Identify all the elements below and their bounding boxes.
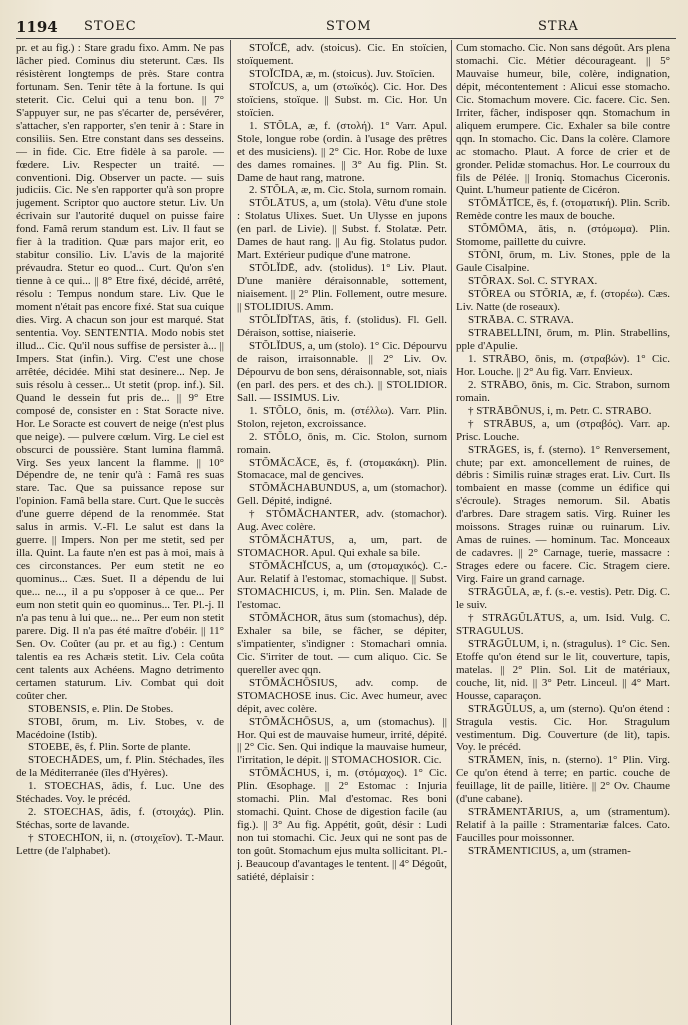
dictionary-entry: STŎLĬDĬTAS, ātis, f. (stolidus). Fl. Gell. Déraison, sottise, niaiserie.	[237, 314, 447, 339]
dictionary-entry: † STRĀBŌNUS, i, m. Petr. C. STRABO.	[468, 404, 652, 417]
dictionary-entry: STOĬCĒ, adv. (stoicus). Cic. En stoïcien, stoïquement.	[237, 42, 447, 67]
dictionary-entry: STRĀGES, is, f. (sterno). 1° Renversement, chute; par ext. amoncellement de ruines, de débris : Similis ruinæ strages erat. Liv. Curt. Ils tombaient en masse (comme un édifice qui s'écroule). Strages nemorum. Sil. Abatis d'arbres. Dare stragem satis. Virg. Ruiner les moissons. Strages ruinæ ou ruinarum. Liv. Amas de ruines. — hominum. Tac. Monceaux de cadavres. || 2° Carnage, tuerie, massacre : Strages edere ou facere. Cic. Stragem ciere. Virg. Faire un grand carnage.	[456, 443, 670, 586]
dictionary-entry: STŎMĂTĪCE, ēs, f. (στοματική). Plin. Scrib. Remède contre les maux de bouche.	[456, 197, 670, 223]
column-center	[237, 42, 447, 1025]
dictionary-entry: STOBI, ōrum, m. Liv. Stobes, v. de Macédoine (Istib).	[16, 715, 224, 741]
dictionary-entry: STŎMĂCĂCE, ēs, f. (στομακάκη). Plin. Stomacace, mal de gencives.	[237, 456, 447, 482]
right-guide-word: STRA	[538, 19, 579, 34]
dictionary-entry: 2. STŎLO, ōnis, m. Cic. Stolon, surnom romain.	[237, 430, 447, 456]
dictionary-entry: STRABELLĪNI, ōrum, m. Plin. Strabellins, pple d'Apulie.	[456, 326, 670, 352]
dictionary-entry: STOĬCĪDA, æ, m. (stoicus). Juv. Stoïcien.	[249, 67, 435, 80]
header-rule	[16, 38, 676, 39]
dictionary-entry: STRĀBA. C. STRAVA.	[468, 314, 574, 327]
dictionary-entry: STRĀGŬLUS, a, um (sterno). Qu'on étend : Stragula vestis. Cic. Hor. Stragulum vestimentum. Dig. Couverture (de lit), tapis. Voy. le précéd.	[456, 702, 670, 754]
dictionary-entry: STŎRAX. Sol. C. STYRAX.	[468, 275, 598, 288]
dictionary-entry: 1. STŎLA, æ, f. (στολή). 1° Varr. Apul. Stole, longue robe (ordin. à l'usage des prêtres et des musiciens). || 2° Cic. Hor. Robe de luxe des dames romaines. || 3° Au fig. Plin. St. Dame de haut rang, matrone.	[237, 119, 447, 184]
dictionary-entry: STRĀGŬLUM, i, n. (stragulus). 1° Cic. Sen. Etoffe qu'on étend sur le lit, couverture, tapis, matelas. || 2° Plin. Sol. Lit de matériaux, couche, lit, nid. || 3° Petr. Linceul. || 4° Mart. Housse, caparaçon.	[456, 637, 670, 702]
running-header	[0, 14, 688, 40]
dictionary-entry: † STRĀGŬLĀTUS, a, um. Isid. Vulg. C. STRAGULUS.	[456, 611, 670, 637]
dictionary-entry: 1. STRĀBO, ōnis, m. (στραβών). 1° Cic. Hor. Louche. || 2° Au fig. Varr. Envieux.	[456, 352, 670, 378]
page-number: 1194	[16, 18, 58, 36]
dictionary-entry: Cum stomacho. Cic. Non sans dégoût. Ars plena stomachi. Cic. Métier décourageant. || 5° Mauvaise humeur, bile, colère, indignation, dépit, mécontentement : Alicui esse stomacho. Cic. Stomachum movere. Cic. facere. Cic. Sen. Irriter, fâcher, indisposer qqn. Stomachum in aliquem erumpere. Cic. Exhaler sa bile contre qqn. In stomacho. Cic. Dans la colère. Clamore ac stomacho. Plaut. A force de crier et de gronder. Pelidæ stomachus. Hor. Le courroux du fils de Pélée. || Ironiq. Stomachus Ciceronis. Quint. L'humeur patiente de Cicéron.	[456, 42, 670, 197]
left-guide-word: STOEC	[84, 19, 137, 34]
dictionary-entry: 2. STOECHAS, ădis, f. (στοιχάς). Plin. Stéchas, sorte de lavande.	[16, 806, 224, 832]
dictionary-entry: STŎNI, ōrum, m. Liv. Stones, pple de la Gaule Cisalpine.	[456, 249, 670, 275]
dictionary-entry: STŎREA ou STŎRIA, æ, f. (στορέω). Cæs. Liv. Natte (de roseaux).	[456, 288, 670, 314]
column-divider	[230, 40, 231, 1025]
dictionary-entry: † STRĀBUS, a, um (στραβός). Varr. ap. Prisc. Louche.	[456, 417, 670, 443]
dictionary-entry: STŎMĂCHOR, ātus sum (stomachus), dép. Exhaler sa bile, se fâcher, se dépiter, s'impatienter, s'indigner : Stomachari omnia. Cic. S'irriter de tout. — cum aliquo. Cic. Se quereller avec qqn.	[237, 611, 447, 676]
dictionary-entry: STOECHĀDES, um, f. Plin. Stéchades, îles de la Méditerranée (îles d'Hyères).	[16, 754, 224, 780]
column-left	[16, 42, 224, 1025]
dictionary-entry: STŎMŌMA, ătis, n. (στόμωμα). Plin. Stomome, paillette du cuivre.	[456, 223, 670, 249]
dictionary-entry: pr. et au fig.) : Stare gradu fixo. Amm. Ne pas lâcher pied. Cominus diu steterunt. Cæs. Ils résistèrent longtemps de près. Stare contra fortunam. Sen. Tenir tête à la fortune. Is qui steterit. Cic. Celui qui a tenu bon. || 7° S'appuyer sur, ne pas s'écarter de, persévérer, s'attacher, s'en rapporter, s'en tenir à : Stare in consiliis. Sen. Etre constant dans ses desseins. — in fide. Cic. Etre fidèle à sa parole. — fœdere. Liv. Respecter un traité. — conventioni. Dig. Observer un pacte. — suis judiciis. Cic. Ne s'en rapporter qu'à son propre jugement. Scriptor quo auctore stetur. Liv. Un écrivain sur l'autorité duquel on puisse faire fond. Famâ rerum standum est. Liv. Il faut se fier à la tradition. Quæ pars major erit, eo stabitur consilio. Liv. L'avis de la majorité prévaudra. Stetur eo quod... Curt. Qu'on s'en tienne à ce qui... || 8° Etre fixé, décidé, arrêté, résolu : Tempus nondum stare. Liv. Que le moment n'était pas encore fixé. Stat sua cuique dies. Virg. A chacun son jour est marqué. Stat sententia. Voy. SENTENTIA. Modo nobis stet illud... Cic. Qu'il nous suffise de persister à... || Impers. Stat (infin.). Virg. C'est une chose arrêtée, décidée. Mihi stat desinere... Nep. Je suis résolu à cesser... Ut stetit (prop. inf.). Sil. Quand le dessein fut pris de... || 9° Etre composé de, consister en : Stat Soracte nive. Hor. Le Soracte est couvert de neige (n'est plus que neige). — pulvere cœlum. Virg. Le ciel est obscurci de poussière. Stant lumina flammâ. Virg. Ses yeux lancent la flamme. || 10° Dépendre de, ne tenir qu'à : Famâ res suas stare. Tac. Que sa puissance repose sur l'opinion. Famâ bella stare. Curt. Que le succès d'une guerre dépend de la renommée. Stat salus in armis. V.-Fl. Le salut est dans la guerre. || Impers. Non per me stetit, sed per illa. Quint. La faute n'en est pas à moi, mais à ces circonstances. Per eum stetit ne eo quominus... Cæs. Suet. Il a dépendu de lui que... ne..., il a pu s'opposer à ce que... Per eum non stetit quin eo quominus... Ter. Pl.-j. Il n'a pas tenu à lui que... ne... Per eum non stetit parere. Dig. Il n'a pas été maître d'obéir. || 11° Sen. Ov. Coûter (au pr. et au fig.) : Centum talentis ea res Achæis stetit. Liv. Cela coûta cent talents aux Achéens. Magno detrimento certamen staturum. Liv. Combat qui doit coûter cher.	[16, 42, 224, 702]
dictionary-entry: STRĀMEN, ĭnis, n. (sterno). 1° Plin. Virg. Ce qu'on étend à terre; en partic. couche de feuillage, lit de paille, litière. || 2° Ov. Chaume (d'une cabane).	[456, 754, 670, 806]
dictionary-entry: STŎLĬDUS, a, um (stolo). 1° Cic. Dépourvu de raison, irraisonnable. || 2° Liv. Ov. Dépourvu de bon sens, déraisonnable, sot, niais (en parl. des pers. et des ch.). || STOLIDIOR. Sall. — ISSIMUS. Liv.	[237, 339, 447, 404]
dictionary-entry: STŎMĂCHĀTUS, a, um, part. de STOMACHOR. Apul. Qui exhale sa bile.	[237, 534, 447, 560]
dictionary-entry: 1. STOECHAS, ădis, f. Luc. Une des Stéchades. Voy. le précéd.	[16, 780, 224, 806]
dictionary-entry: STOEBE, ēs, f. Plin. Sorte de plante.	[28, 741, 191, 754]
dictionary-entry: STŎMĂCHUS, i, m. (στόμαχος). 1° Cic. Plin. Œsophage. || 2° Estomac : Injuria stomachi. Plin. Mal d'estomac. Res boni stomachi. Quint. Chose de digestion facile (au fig.). || 3° Au fig. Appétit, goût, désir : Ludi non tui stomachi. Cic. Jeux qui ne sont pas de ton goût. Stomachum ejus multa sollicitant. Pl.-j. Beaucoup d'avantages le tentent. || 4° Dégoût, satiété, déplaisir :	[237, 767, 447, 883]
column-right	[456, 42, 670, 1025]
dictionary-entry: STŎMĂCHĬCUS, a, um (στομαχικός). C.-Aur. Relatif à l'estomac, stomachique. || Subst. STOMACHICUS, i, m. Plin. Sen. Malade de l'estomac.	[237, 560, 447, 611]
dictionary-entry: STRĀMENTICIUS, a, um (stramen-	[468, 845, 631, 858]
dictionary-entry: † STOECHĪON, ii, n. (στοιχεῖον). T.-Maur. Lettre (de l'alphabet).	[16, 832, 224, 858]
dictionary-entry: † STŎMĂCHANTER, adv. (stomachor). Aug. Avec colère.	[237, 508, 447, 534]
center-guide-word: STOM	[326, 19, 372, 34]
dictionary-entry: 2. STŎLA, æ, m. Cic. Stola, surnom romain.	[249, 184, 447, 197]
dictionary-entry: STŎLĬDĒ, adv. (stolidus). 1° Liv. Plaut. D'une manière déraisonnable, sottement, niaisement. || 2° Plin. Follement, outre mesure. || STOLIDIUS. Amm.	[237, 262, 447, 314]
dictionary-entry: STŎLĀTUS, a, um (stola). Vêtu d'une stole : Stolatus Ulixes. Suet. Un Ulysse en jupons (en parl. de Livie). || Subst. f. Stolatæ. Petr. Dames de haut rang. || Au fig. Stolatus pudor. Mart. Extérieur pudique d'une matrone.	[237, 197, 447, 262]
dictionary-entry: 1. STŎLO, ōnis, m. (στέλλω). Varr. Plin. Stolon, rejeton, excroissance.	[237, 404, 447, 430]
dictionary-entry: STRĀGŬLA, æ, f. (s.-e. vestis). Petr. Dig. C. le suiv.	[456, 586, 670, 611]
dictionary-entry: 2. STRĀBO, ōnis, m. Cic. Strabon, surnom romain.	[456, 378, 670, 404]
dictionary-entry: STOĬCUS, a, um (στωϊκός). Cic. Hor. Des stoïciens, stoïque. || Subst. m. Cic. Hor. Un stoïcien.	[237, 80, 447, 119]
dictionary-entry: STŎMĂCHABUNDUS, a, um (stomachor). Gell. Dépité, indigné.	[237, 482, 447, 508]
dictionary-entry: STOBENSIS, e. Plin. De Stobes.	[28, 702, 174, 715]
dictionary-entry: STRĀMENTĀRIUS, a, um (stramentum). Relatif à la paille : Stramentariæ falces. Cato. Faucilles pour moissonner.	[456, 806, 670, 845]
dictionary-entry: STŎMĂCHŌSIUS, adv. comp. de STOMACHOSE inus. Cic. Avec humeur, avec dépit, avec colère.	[237, 676, 447, 715]
column-divider	[451, 40, 452, 1025]
dictionary-entry: STŎMĂCHŌSUS, a, um (stomachus). || Hor. Qui est de mauvaise humeur, irrité, dépité. || 2° Cic. Sen. Qui indique la mauvaise humeur, l'irritation, le dépit. || STOMACHOSIOR. Cic.	[237, 715, 447, 767]
